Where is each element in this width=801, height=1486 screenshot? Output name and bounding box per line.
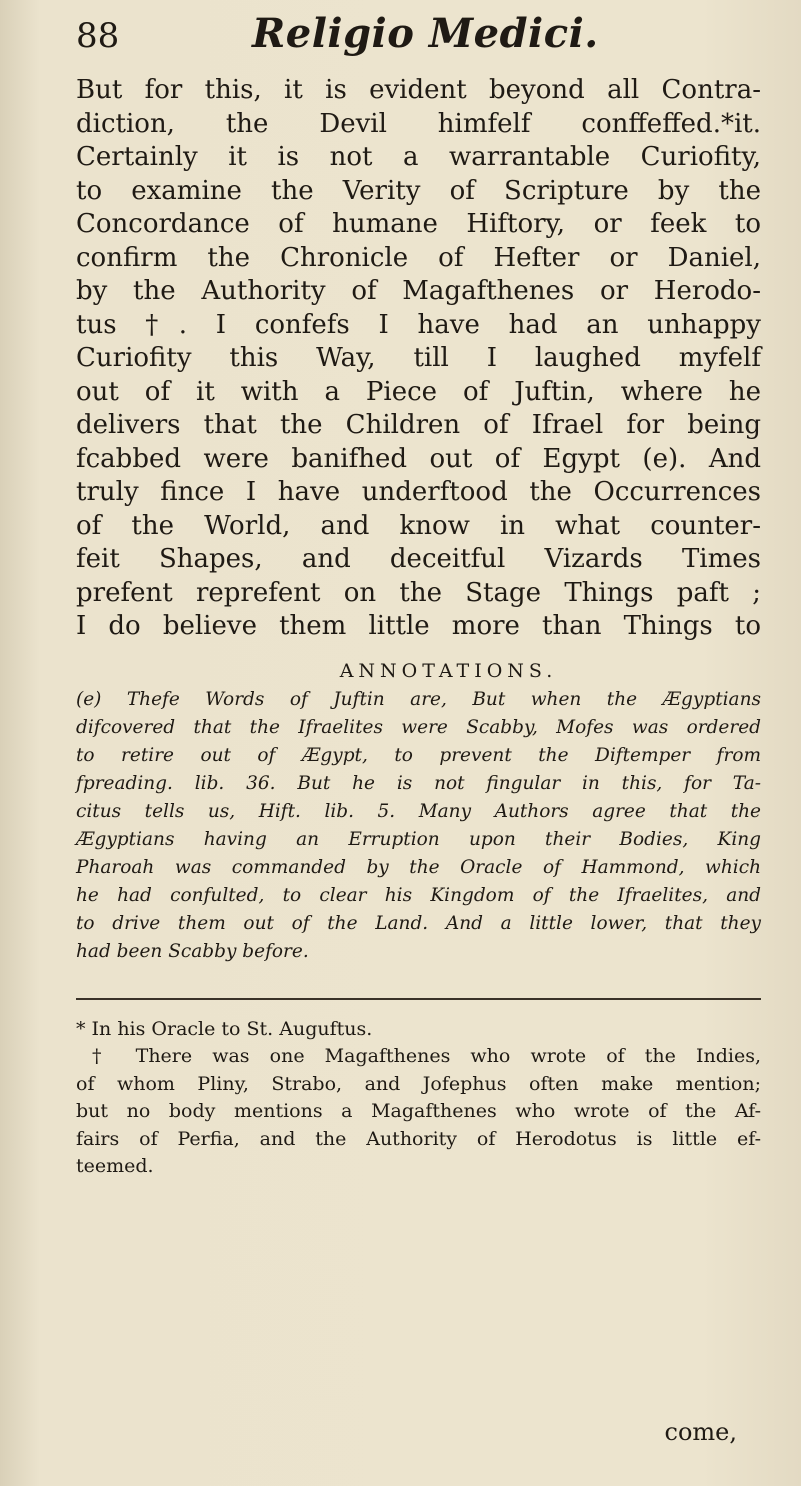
text-line: delivers that the Children of Ifrael for being xyxy=(76,410,761,440)
footnotes-block xyxy=(76,1016,761,1181)
annotation-line: Ægyptians having an Erruption upon their Bodies, King xyxy=(76,828,761,850)
page-number: 88 xyxy=(76,16,120,56)
text-line: to examine the Verity of Scripture by the xyxy=(76,175,761,206)
annotation-line: Pharoah was commanded by the Oracle of Hammond, which xyxy=(76,856,761,878)
footnote-line: † There was one Magafthenes who wrote of the Indies, xyxy=(92,1045,761,1067)
annotation-line: had been Scabby before. xyxy=(76,940,309,962)
footnote-line: fairs of Perfia, and the Authority of Herodotus is little ef- xyxy=(76,1127,761,1150)
annotations-heading: ANNOTATIONS. xyxy=(339,659,558,682)
text-line: I do believe them little more than Things to xyxy=(76,611,761,641)
text-line: confirm the Chronicle of Hefter or Daniel, xyxy=(76,242,761,273)
text-line: Certainly it is not a warrantable Curiofity, xyxy=(76,142,761,172)
annotation-line: difcovered that the Ifraelites were Scabby, Mofes was ordered xyxy=(76,716,761,738)
annotation-line: citus tells us, Hift. lib. 5. Many Authors agree that the xyxy=(76,800,761,822)
text-line: Concordance of humane Hiftory, or feek to xyxy=(76,209,761,239)
main-text xyxy=(76,74,761,644)
annotation-line: he had confulted, to clear his Kingdom of the Ifraelites, and xyxy=(76,884,761,906)
text-line: by the Authority of Magafthenes or Herodo- xyxy=(76,276,761,306)
footnote-line: teemed. xyxy=(76,1155,154,1177)
footnote-line: of whom Pliny, Strabo, and Jofephus often make mention; xyxy=(76,1072,761,1095)
annotation-block xyxy=(76,686,761,966)
footnote-line: * In his Oracle to St. Auguftus. xyxy=(76,1017,373,1040)
text-line: truly fince I have underftood the Occurrences xyxy=(76,477,761,507)
text-line: feit Shapes, and deceitful Vizards Times xyxy=(76,544,761,574)
running-title: Religio Medici. xyxy=(252,10,599,57)
text-line: Curiofity this Way, till I laughed myfelf xyxy=(76,343,761,373)
text-line: But for this, it is evident beyond all Contra- xyxy=(76,75,761,105)
text-line: diction, the Devil himfelf conffeffed.*it. xyxy=(76,108,761,139)
footnote-line: but no body mentions a Magafthenes who wrote of the Af- xyxy=(76,1100,761,1122)
page-header xyxy=(76,10,761,74)
text-line: prefent reprefent on the Stage Things paft ; xyxy=(76,577,761,608)
annotation-line: to retire out of Ægypt, to prevent the Diftemper from xyxy=(76,744,761,766)
text-line: out of it with a Piece of Juftin, where he xyxy=(76,376,761,407)
annotation-line: to drive them out of the Land. And a little lower, that they xyxy=(76,912,761,934)
footnote-rule xyxy=(76,998,761,1000)
annotation-line: fpreading. lib. 36. But he is not fingular in this, for Ta- xyxy=(76,772,761,794)
text-line: fcabbed were banifhed out of Egypt (e). And xyxy=(76,443,761,474)
annotation-line: (e) Thefe Words of Juftin are, But when the Ægyptians xyxy=(76,688,761,710)
catchword: come, xyxy=(664,1418,737,1446)
text-line: of the World, and know in what counter- xyxy=(76,510,761,541)
text-line: tus †. I confefs I have had an unhappy xyxy=(76,309,761,340)
